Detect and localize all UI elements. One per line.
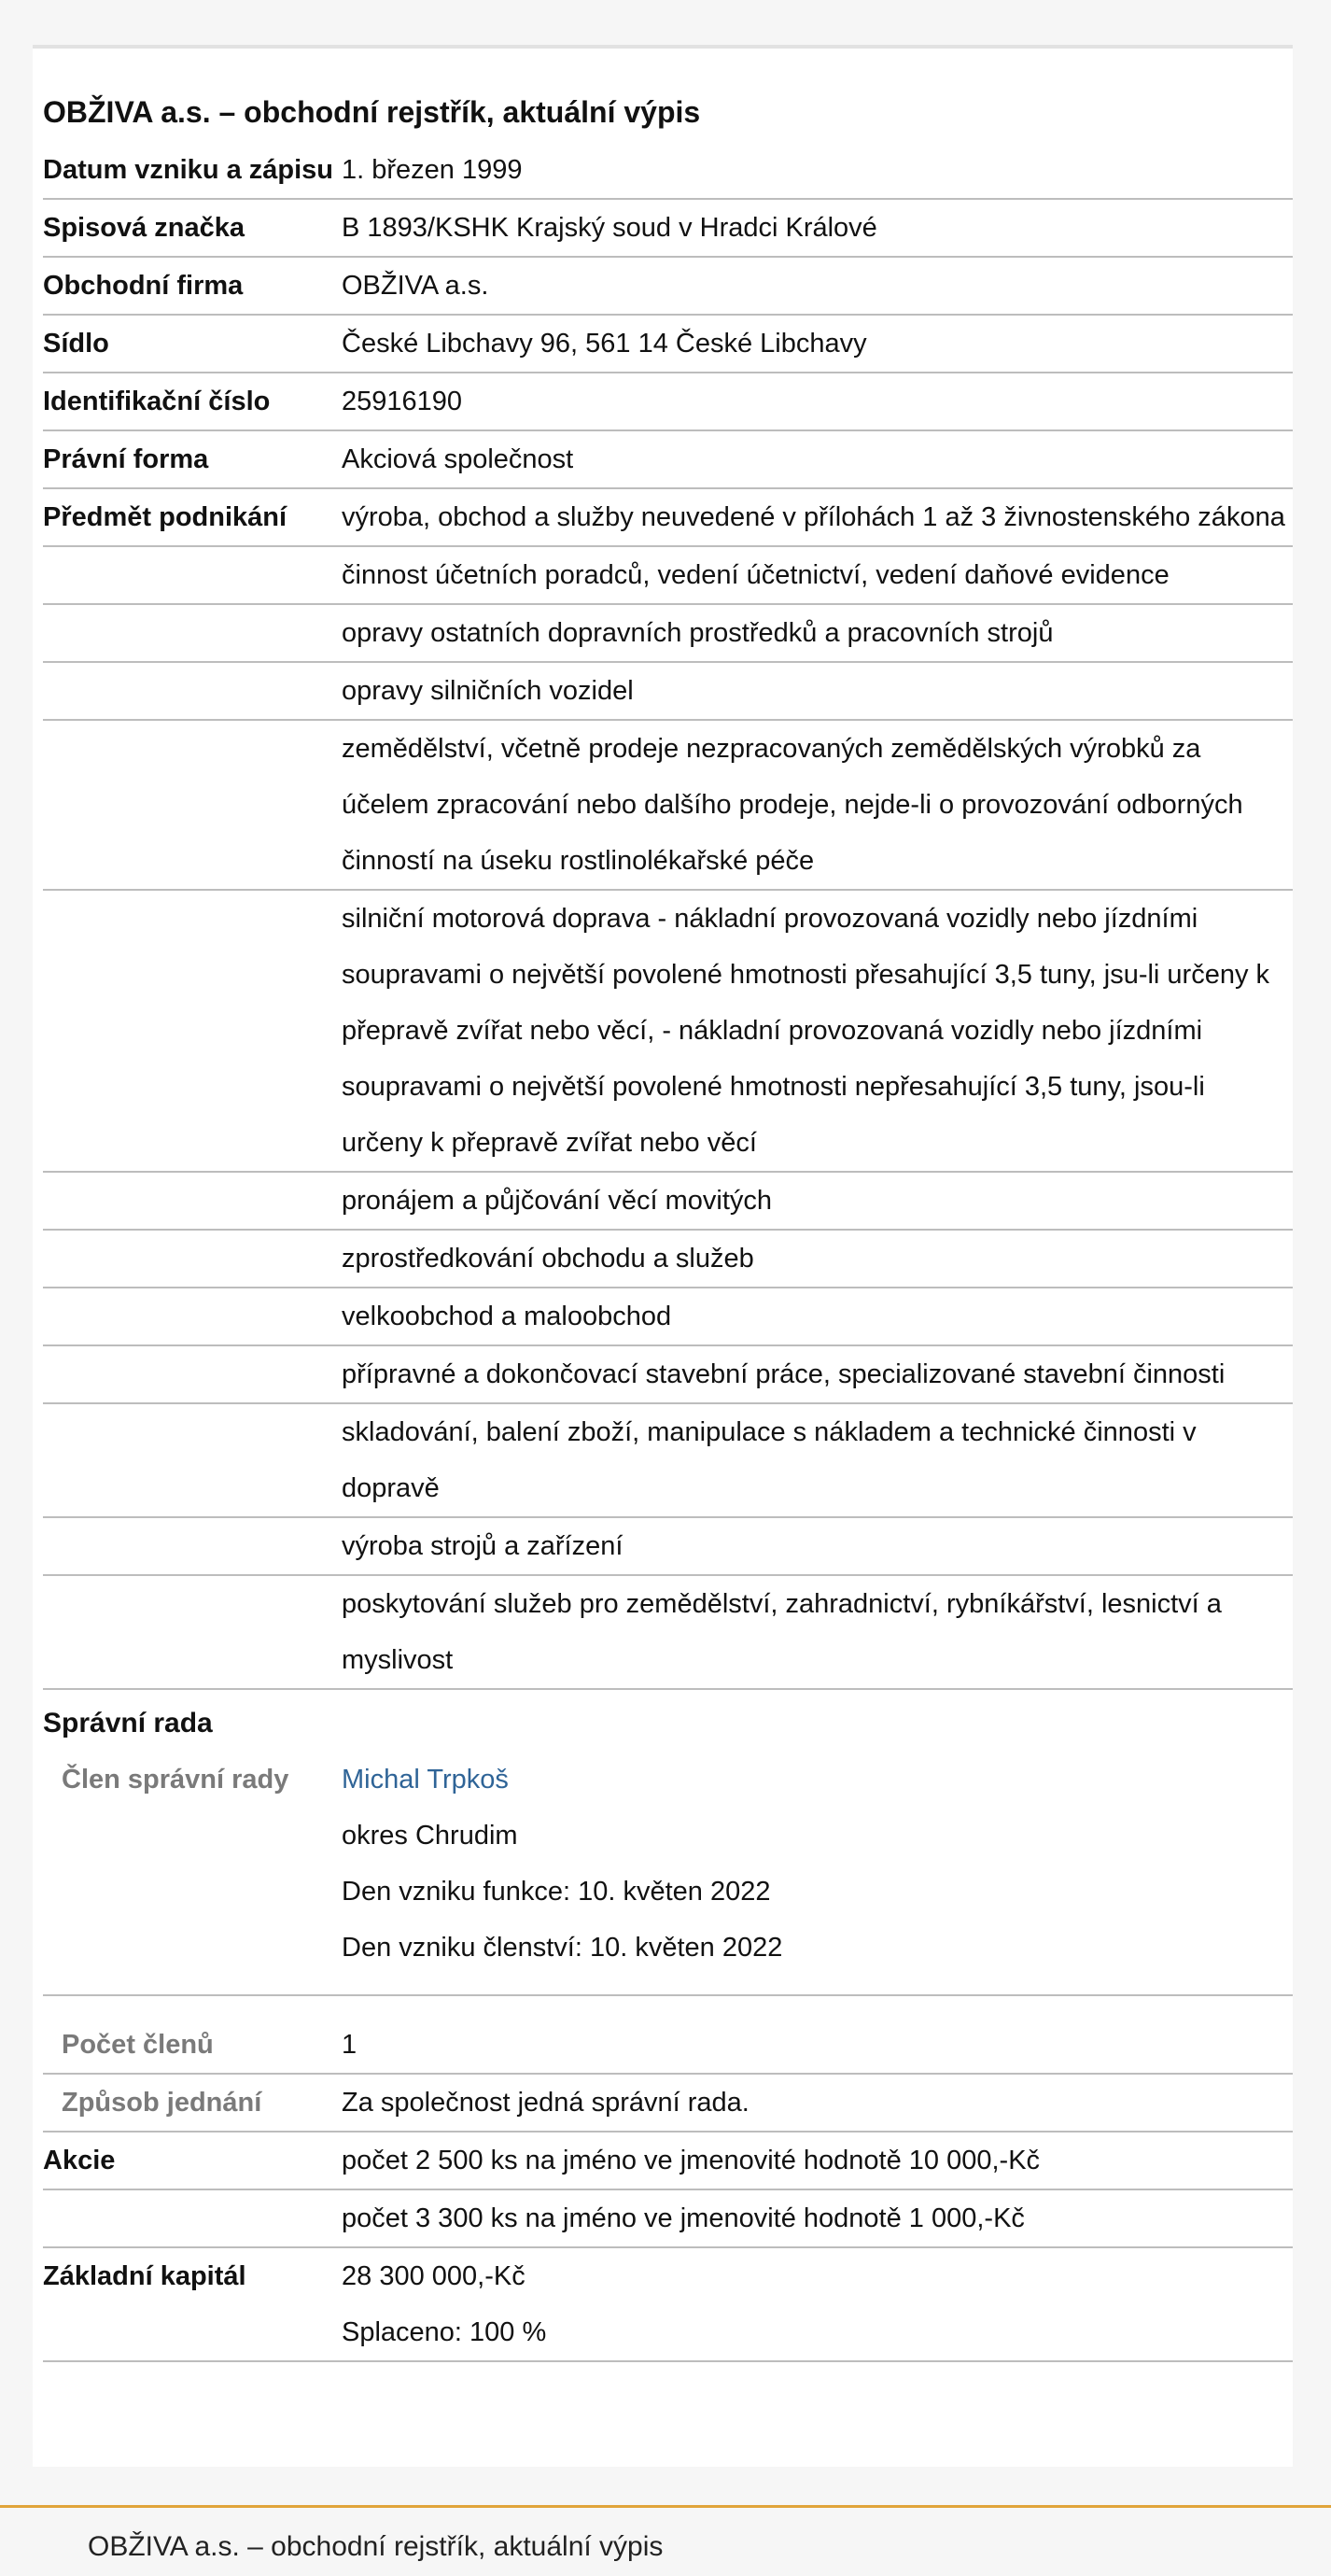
- row-label: Akcie: [43, 2132, 342, 2189]
- predmet-row: [43, 890, 1293, 1172]
- kapital-row: [43, 2247, 1293, 2361]
- predmet-row: [43, 1230, 1293, 1288]
- predmet-row: [43, 662, 1293, 720]
- spravni-rada-heading: Správní rada: [43, 1708, 213, 1738]
- predmet-item: činnost účetních poradců, vedení účetnictví, vedení daňové evidence: [342, 546, 1293, 604]
- table-row: [43, 257, 1293, 315]
- row-label: Datum vzniku a zápisu: [43, 142, 342, 199]
- predmet-row: [43, 546, 1293, 604]
- row-value: OBŽIVA a.s.: [342, 257, 1293, 315]
- page-title: OBŽIVA a.s. – obchodní rejstřík, aktuální výpis: [43, 95, 701, 129]
- table-row: [43, 199, 1293, 257]
- member-count-value: 1: [342, 1995, 1293, 2074]
- predmet-row: [43, 604, 1293, 662]
- jednani-value: Za společnost jedná správní rada.: [342, 2074, 1293, 2132]
- predmet-item: opravy ostatních dopravních prostředků a pracovních strojů: [342, 604, 1293, 662]
- register-extract-card: [33, 45, 1293, 2467]
- table-row: [43, 1995, 1293, 2074]
- akcie-row: [43, 2132, 1293, 2189]
- predmet-item: výroba, obchod a služby neuvedené v přílohách 1 až 3 živnostenského zákona: [342, 488, 1293, 546]
- table-row: [43, 430, 1293, 488]
- predmet-item: silniční motorová doprava - nákladní provozovaná vozidly nebo jízdními soupravami o největší povolené hmotnosti přesahující 3,5 tuny, jsu-li určeny k přepravě zvířat nebo věcí, - nákladní provozovaná vozidly nebo jízdními soupravami o největší povolené hmotnosti nepřesahující 3,5 tuny, jsou-li určeny k přepravě zvířat nebo věcí: [342, 890, 1293, 1172]
- akcie-item: počet 3 300 ks na jméno ve jmenovité hodnotě 1 000,-Kč: [342, 2189, 1293, 2247]
- row-value: Akciová společnost: [342, 430, 1293, 488]
- predmet-row: [43, 1345, 1293, 1403]
- predmet-item: opravy silničních vozidel: [342, 662, 1293, 720]
- predmet-row: [43, 720, 1293, 890]
- row-label: Základní kapitál: [43, 2247, 342, 2361]
- row-label: Právní forma: [43, 430, 342, 488]
- row-label: Předmět podnikání: [43, 488, 342, 546]
- member-function-start: Den vzniku funkce: 10. květen 2022: [342, 1877, 771, 1907]
- row-label: Sídlo: [43, 315, 342, 373]
- member-name-link[interactable]: Michal Trpkoš: [342, 1765, 509, 1795]
- row-value: B 1893/KSHK Krajský soud v Hradci Králové: [342, 199, 1293, 257]
- kapital-paid: Splaceno: 100 %: [342, 2317, 547, 2347]
- kapital-amount: 28 300 000,-Kč: [342, 2261, 525, 2291]
- table-row: [43, 373, 1293, 430]
- register-table: [43, 142, 1293, 2362]
- predmet-row: [43, 1575, 1293, 1689]
- predmet-item: velkoobchod a maloobchod: [342, 1288, 1293, 1345]
- predmet-item: pronájem a půjčování věcí movitých: [342, 1172, 1293, 1230]
- kapital-details: [342, 2247, 1293, 2361]
- jednani-label: Způsob jednání: [43, 2074, 342, 2132]
- predmet-row: [43, 1172, 1293, 1230]
- table-row: [43, 142, 1293, 199]
- predmet-item: poskytování služeb pro zemědělství, zahradnictví, rybníkářství, lesnictví a myslivost: [342, 1575, 1293, 1689]
- predmet-row: [43, 488, 1293, 546]
- row-value: 25916190: [342, 373, 1293, 430]
- predmet-row: [43, 1288, 1293, 1345]
- footer-text: OBŽIVA a.s. – obchodní rejstřík, aktuální výpis: [88, 2531, 664, 2562]
- row-value: České Libchavy 96, 561 14 České Libchavy: [342, 315, 1293, 373]
- predmet-item: skladování, balení zboží, manipulace s nákladem a technické činnosti v dopravě: [342, 1403, 1293, 1517]
- predmet-row: [43, 1403, 1293, 1517]
- row-label: Obchodní firma: [43, 257, 342, 315]
- predmet-item: přípravné a dokončovací stavební práce, specializované stavební činnosti: [342, 1345, 1293, 1403]
- table-row: [43, 2074, 1293, 2132]
- member-details: [342, 1752, 1293, 1995]
- row-value: 1. březen 1999: [342, 142, 1293, 199]
- akcie-row: [43, 2189, 1293, 2247]
- row-label: Spisová značka: [43, 199, 342, 257]
- row-label: Identifikační číslo: [43, 373, 342, 430]
- table-row: [43, 315, 1293, 373]
- predmet-item: výroba strojů a zařízení: [342, 1517, 1293, 1575]
- akcie-item: počet 2 500 ks na jméno ve jmenovité hodnotě 10 000,-Kč: [342, 2132, 1293, 2189]
- predmet-item: zprostředkování obchodu a služeb: [342, 1230, 1293, 1288]
- section-heading-row: [43, 1689, 1293, 1752]
- member-count-label: Počet členů: [43, 1995, 342, 2074]
- member-district: okres Chrudim: [342, 1821, 518, 1851]
- member-row: [43, 1752, 1293, 1995]
- page-footer: [0, 2505, 1331, 2576]
- member-membership-start: Den vzniku členství: 10. květen 2022: [342, 1933, 783, 1963]
- member-label: Člen správní rady: [43, 1752, 342, 1995]
- predmet-item: zemědělství, včetně prodeje nezpracovaných zemědělských výrobků za účelem zpracování nebo dalšího prodeje, nejde-li o provozování odborných činností na úseku rostlinolékařské péče: [342, 720, 1293, 890]
- predmet-row: [43, 1517, 1293, 1575]
